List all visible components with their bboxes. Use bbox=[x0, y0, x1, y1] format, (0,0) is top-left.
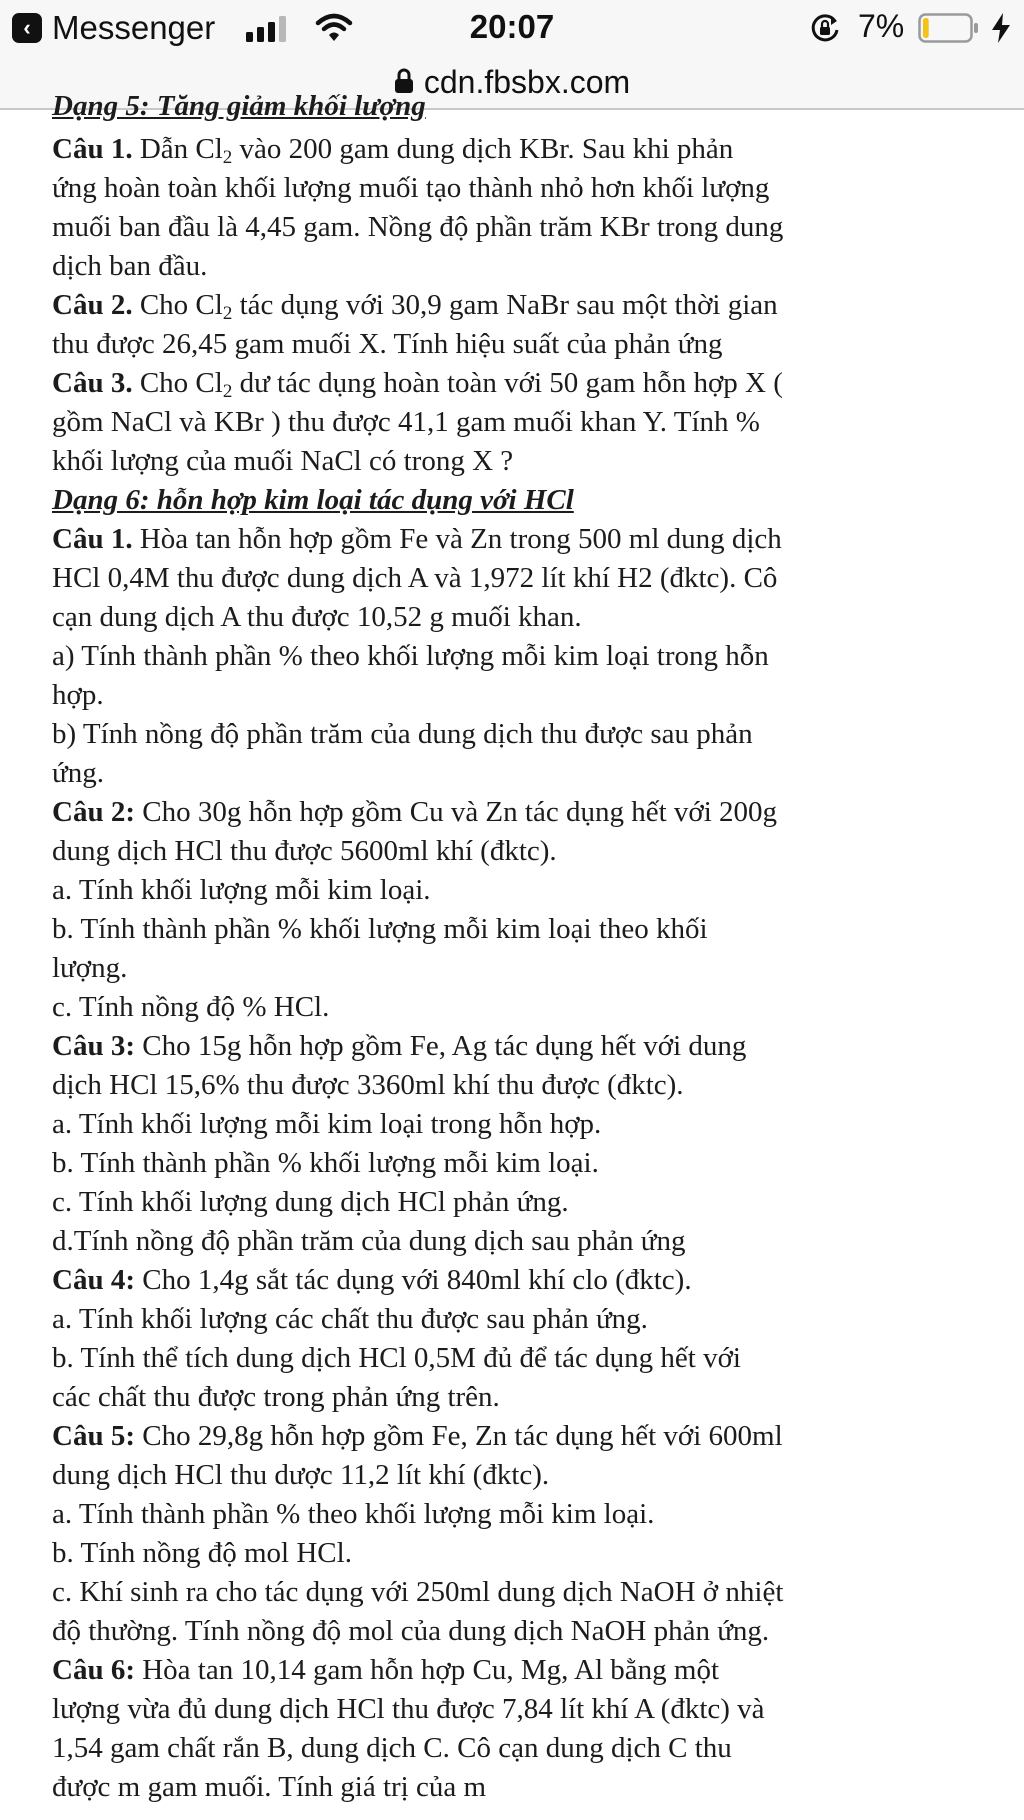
rotation-lock-icon bbox=[809, 12, 841, 44]
subscript: 2 bbox=[222, 147, 233, 168]
text-fragment: Cho 29,8g hỗn hợp gồm Fe, Zn tác dụng hết với 600ml bbox=[134, 1420, 783, 1452]
text-fragment: dư tác dụng hoàn toàn với 50 gam hỗn hợp X ( bbox=[232, 367, 783, 399]
text-line: HCl 0,4M thu được dung dịch A và 1,972 lít khí H2 (đktc). Cô bbox=[52, 562, 778, 594]
document-image bbox=[0, 90, 1024, 1820]
text-line bbox=[52, 1261, 692, 1299]
charging-bolt-icon bbox=[990, 12, 1012, 44]
text-line: dung dịch HCl thu dược 11,2 lít khí (đktc). bbox=[52, 1459, 550, 1491]
battery-icon bbox=[918, 13, 980, 43]
text-line: a. Tính khối lượng mỗi kim loại trong hỗn hợp. bbox=[52, 1108, 602, 1140]
clock: 20:07 bbox=[469, 8, 555, 45]
battery-level-fill bbox=[923, 18, 929, 38]
status-bar bbox=[0, 0, 1024, 56]
text-line: 1,54 gam chất rắn B, dung dịch C. Cô cạn dung dịch C thu bbox=[52, 1732, 732, 1764]
text-line: hợp. bbox=[52, 679, 104, 711]
question-label: Câu 3. bbox=[52, 367, 133, 399]
text-line: khối lượng của muối NaCl có trong X ? bbox=[52, 445, 514, 477]
section-heading-dang-6: Dạng 6: hỗn hợp kim loại tác dụng với HCl bbox=[52, 484, 574, 516]
text-line: dịch ban đầu. bbox=[52, 250, 208, 282]
text-line: dịch HCl 15,6% thu được 3360ml khí thu được (đktc). bbox=[52, 1069, 684, 1101]
text-fragment: Cho 1,4g sắt tác dụng với 840ml khí clo (đktc). bbox=[134, 1264, 692, 1296]
question-label: Câu 2. bbox=[52, 289, 133, 321]
question-label: Câu 1. bbox=[52, 133, 133, 165]
text-line: b. Tính thành phần % khối lượng mỗi kim loại. bbox=[52, 1147, 599, 1179]
text-line: gồm NaCl và KBr ) thu được 41,1 gam muối khan Y. Tính % bbox=[52, 406, 760, 438]
text-fragment: Cho Cl bbox=[132, 367, 223, 399]
text-fragment: Hòa tan hỗn hợp gồm Fe và Zn trong 500 ml dung dịch bbox=[132, 523, 782, 555]
text-line bbox=[52, 1417, 783, 1455]
text-line: a. Tính khối lượng các chất thu được sau phản ứng. bbox=[52, 1303, 648, 1335]
text-line: b) Tính nồng độ phần trăm của dung dịch thu được sau phản bbox=[52, 718, 753, 750]
text-line: lượng vừa đủ dung dịch HCl thu được 7,84 lít khí A (đktc) và bbox=[52, 1693, 765, 1725]
text-line: a) Tính thành phần % theo khối lượng mỗi kim loại trong hỗn bbox=[52, 640, 769, 672]
text-line: cạn dung dịch A thu được 10,52 g muối khan. bbox=[52, 601, 582, 633]
text-line: lượng. bbox=[52, 952, 128, 984]
text-line: d.Tính nồng độ phần trăm của dung dịch sau phản ứng bbox=[52, 1225, 686, 1257]
text-line: c. Tính khối lượng dung dịch HCl phản ứng. bbox=[52, 1186, 569, 1218]
text-fragment: Hòa tan 10,14 gam hỗn hợp Cu, Mg, Al bằng một bbox=[134, 1654, 720, 1686]
text-line bbox=[52, 1651, 719, 1689]
text-fragment: Cho 30g hỗn hợp gồm Cu và Zn tác dụng hết với 200g bbox=[134, 796, 778, 828]
text-line: b. Tính thể tích dung dịch HCl 0,5M đủ để tác dụng hết với bbox=[52, 1342, 741, 1374]
subscript: 2 bbox=[222, 303, 233, 324]
text-line: độ thường. Tính nồng độ mol của dung dịch NaOH phản ứng. bbox=[52, 1615, 770, 1647]
text-line: thu được 26,45 gam muối X. Tính hiệu suất của phản ứng bbox=[52, 328, 723, 360]
text-line: b. Tính thành phần % khối lượng mỗi kim loại theo khối bbox=[52, 913, 708, 945]
text-fragment: tác dụng với 30,9 gam NaBr sau một thời gian bbox=[232, 289, 778, 321]
question-label: Câu 2: bbox=[52, 796, 135, 828]
section-heading-dang-5: Dạng 5: Tăng giảm khối lượng bbox=[52, 90, 426, 122]
text-line: ứng. bbox=[52, 757, 104, 789]
question-label: Câu 5: bbox=[52, 1420, 135, 1452]
text-fragment: Cho Cl bbox=[132, 289, 223, 321]
text-line: b. Tính nồng độ mol HCl. bbox=[52, 1537, 352, 1569]
back-chevron-icon: ‹ bbox=[12, 13, 42, 43]
text-line: được m gam muối. Tính giá trị của m bbox=[52, 1771, 487, 1803]
text-fragment: Dẫn Cl bbox=[132, 133, 223, 165]
text-line: a. Tính thành phần % theo khối lượng mỗi kim loại. bbox=[52, 1498, 655, 1530]
text-line bbox=[52, 286, 778, 324]
question-label: Câu 4: bbox=[52, 1264, 135, 1296]
question-label: Câu 1. bbox=[52, 523, 133, 555]
text-line bbox=[52, 364, 783, 402]
text-line: c. Tính nồng độ % HCl. bbox=[52, 991, 330, 1023]
text-line bbox=[52, 130, 733, 168]
text-line bbox=[52, 520, 782, 558]
text-fragment: vào 200 gam dung dịch KBr. Sau khi phản bbox=[232, 133, 734, 165]
text-line: a. Tính khối lượng mỗi kim loại. bbox=[52, 874, 431, 906]
text-line: muối ban đầu là 4,45 gam. Nồng độ phần trăm KBr trong dung bbox=[52, 211, 784, 243]
url-text: cdn.fbsbx.com bbox=[423, 63, 631, 100]
text-line: các chất thu được trong phản ứng trên. bbox=[52, 1381, 500, 1413]
text-line: dung dịch HCl thu được 5600ml khí (đktc). bbox=[52, 835, 557, 867]
subscript: 2 bbox=[222, 381, 233, 402]
question-label: Câu 3: bbox=[52, 1030, 135, 1062]
text-fragment: Cho 15g hỗn hợp gồm Fe, Ag tác dụng hết với dung bbox=[134, 1030, 747, 1062]
battery-percent: 7% bbox=[858, 8, 905, 44]
question-label: Câu 6: bbox=[52, 1654, 135, 1686]
text-line bbox=[52, 1027, 746, 1065]
back-app-label: Messenger bbox=[52, 9, 216, 46]
text-line: c. Khí sinh ra cho tác dụng với 250ml dung dịch NaOH ở nhiệt bbox=[52, 1576, 784, 1608]
text-line: ứng hoàn toàn khối lượng muối tạo thành nhỏ hơn khối lượng bbox=[52, 172, 770, 204]
text-line bbox=[52, 793, 777, 831]
